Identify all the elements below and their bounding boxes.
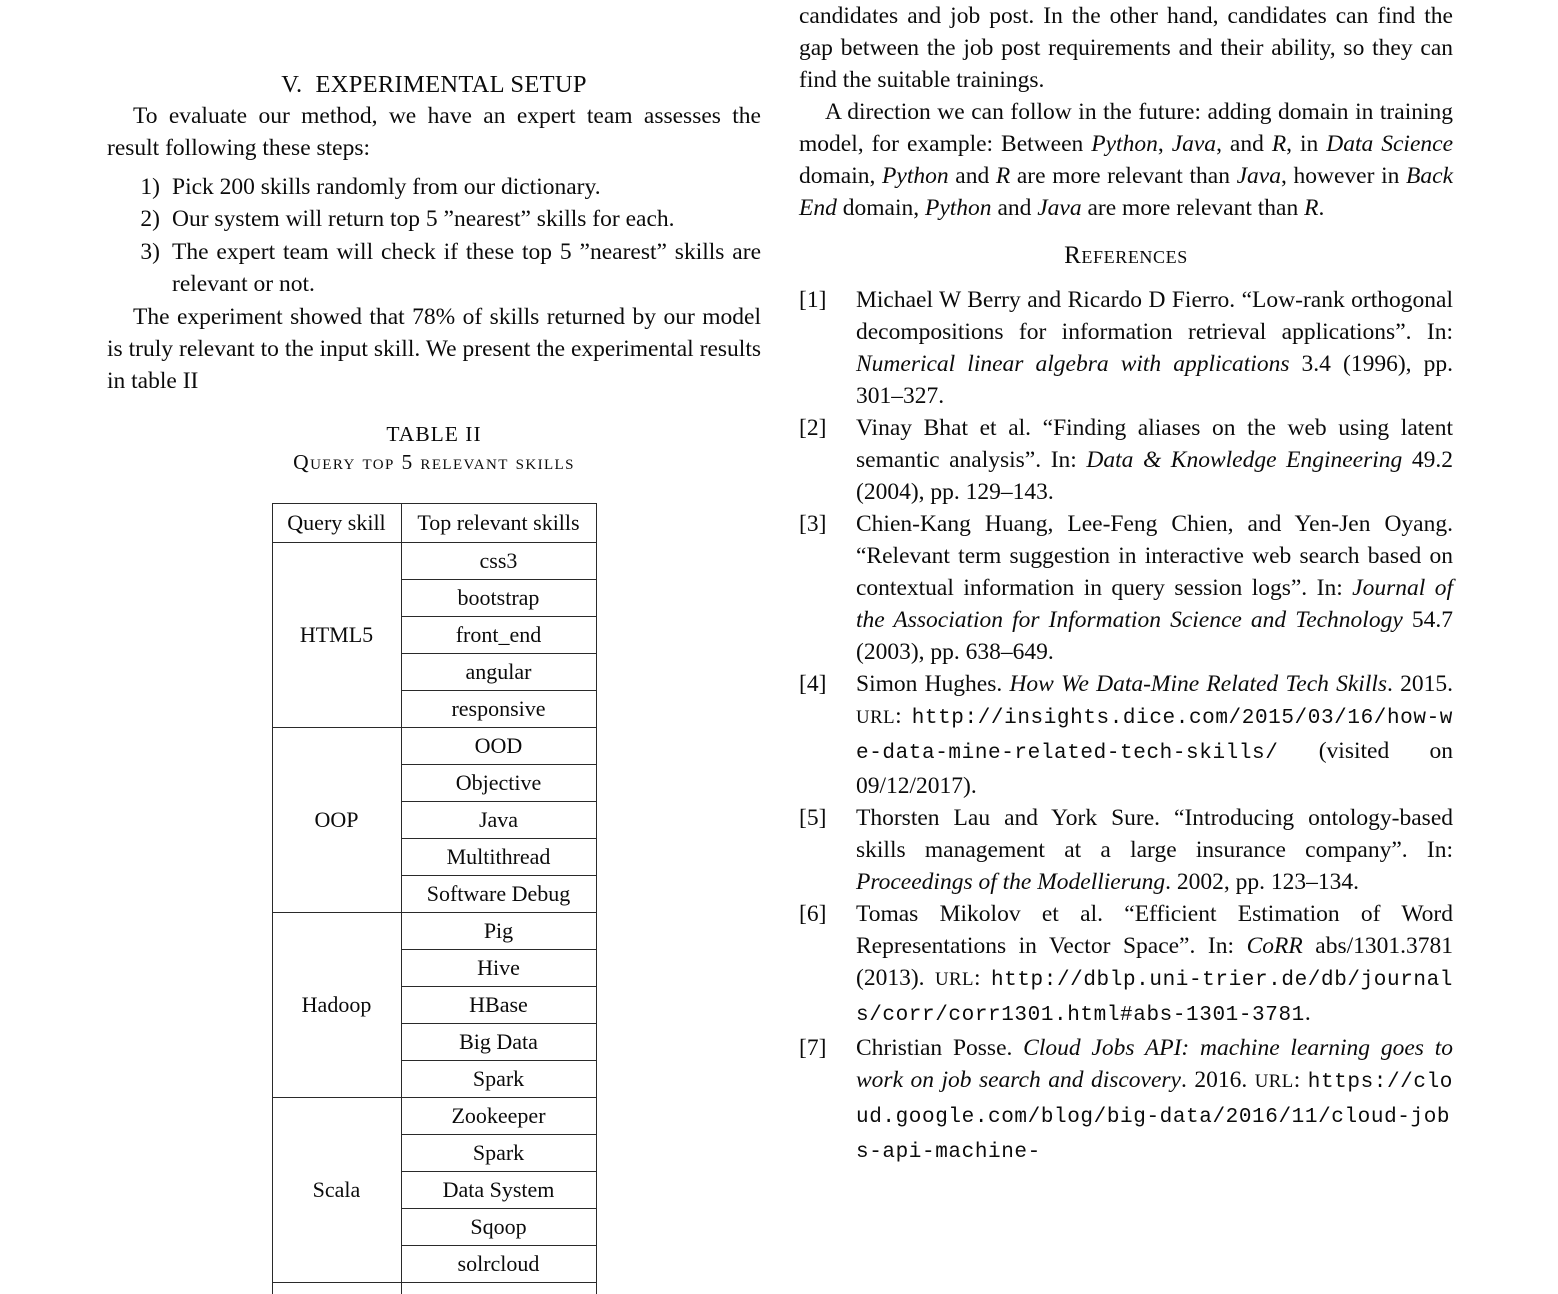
step-text: Our system will return top 5 ”nearest” skills for each. [172, 206, 675, 233]
section-number: V. [281, 71, 303, 98]
step-text: The expert team will check if these top 5 ”nearest” skills are relevant or not. [172, 238, 761, 298]
reference-item-3 [799, 508, 1453, 668]
skill-cell: css3 [401, 542, 596, 579]
paragraph-continued: candidates and job post. In the other hand, candidates can find the gap between the job post requirements and their ability, so they can find the suitable trainings. [799, 3, 1453, 93]
skill-cell: responsive [401, 690, 596, 727]
step-number: 1) [140, 174, 160, 200]
reference-text: Michael W Berry and Ricardo D Fierro. “Low-rank orthogonal decompositions for information retrieval applications”. In: Numerical linear algebra with applications 3.4 (1996), pp. 301–327. [856, 287, 1453, 409]
skill-cell: solrcloud [401, 1245, 596, 1282]
reference-item-1 [799, 284, 1453, 412]
reference-number: [6] [799, 901, 827, 927]
reference-item-5 [799, 802, 1453, 898]
step-item-1 [107, 171, 761, 203]
reference-item-4 [799, 668, 1453, 802]
skill-cell: bootstrap [401, 579, 596, 616]
skill-cell: Java [401, 801, 596, 838]
table-header-row [272, 503, 596, 542]
right-column [799, 0, 1453, 1169]
reference-text: Vinay Bhat et al. “Finding aliases on the web using latent semantic analysis”. In: Data & Knowledge Engineering 49.2 (2004), pp. 129–143. [856, 415, 1453, 505]
table-row [272, 542, 596, 579]
table-row [272, 1097, 596, 1134]
step-item-3 [107, 236, 761, 301]
table-row [272, 727, 596, 764]
reference-number: [2] [799, 415, 827, 441]
reference-item-6 [799, 898, 1453, 1032]
skill-cell: Multithread [401, 838, 596, 875]
reference-text: Chien-Kang Huang, Lee-Feng Chien, and Yen-Jen Oyang. “Relevant term suggestion in interactive web search based on contextual information in query session logs”. In: Journal of the Association for Information Science and Technology 54.7 (2003), pp. 638–649. [856, 511, 1453, 665]
skill-cell: front_end [401, 616, 596, 653]
skill-cell: angular [401, 653, 596, 690]
step-item-2 [107, 203, 761, 235]
step-text: Pick 200 skills randomly from our dictionary. [172, 174, 601, 200]
reference-number: [7] [799, 1035, 827, 1061]
skill-cell: Spark [401, 1134, 596, 1171]
reference-item-2 [799, 412, 1453, 508]
skill-cell-partial [401, 1282, 596, 1294]
reference-text: Christian Posse. Cloud Jobs API: machine learning goes to work on job search and discovery. 2016. URL: https://cloud.google.com/blog/big-data/2016/11/cloud-jobs-api-machine- [856, 1035, 1453, 1164]
reference-number: [4] [799, 671, 827, 697]
table-caption-label: TABLE II [386, 421, 482, 446]
reference-text: Thorsten Lau and York Sure. “Introducing ontology-based skills management at a large insurance company”. In: Proceedings of the Modellierung. 2002, pp. 123–134. [856, 805, 1453, 895]
references-heading: References [1064, 242, 1188, 269]
reference-number: [5] [799, 805, 827, 831]
skill-cell: HBase [401, 986, 596, 1023]
skill-cell: Hive [401, 949, 596, 986]
steps-list [107, 171, 761, 301]
table-caption-title: Query top 5 relevant skills [293, 449, 575, 474]
section-heading [107, 70, 761, 100]
reference-item-7 [799, 1032, 1453, 1169]
references-list [799, 284, 1453, 1169]
col-header-query-skill: Query skill [272, 503, 401, 542]
skill-cell: Software Debug [401, 875, 596, 912]
skill-cell: Zookeeper [401, 1097, 596, 1134]
query-skill-cell-partial [272, 1282, 401, 1294]
skill-cell: Pig [401, 912, 596, 949]
reference-number: [1] [799, 287, 827, 313]
reference-text: Simon Hughes. How We Data-Mine Related Tech Skills. 2015. URL: http://insights.dice.com/2015/03/16/how-we-data-mine-related-tech-skills/ (visited on 09/12/2017). [856, 671, 1453, 799]
skill-cell: Big Data [401, 1023, 596, 1060]
table-row [272, 912, 596, 949]
step-number: 3) [140, 238, 160, 265]
section-title: EXPERIMENTAL SETUP [315, 71, 587, 98]
skill-cell: Spark [401, 1060, 596, 1097]
col-header-top-relevant-skills: Top relevant skills [401, 503, 596, 542]
skill-cell: Objective [401, 764, 596, 801]
skills-table [272, 503, 597, 1294]
reference-number: [3] [799, 511, 827, 537]
paragraph-future-direction: A direction we can follow in the future: adding domain in training model, for example: Between Python, Java, and R, in Data Science domain, Python and R are more relevant than Java, however in Back End domain, Python and Java are more relevant than R. [799, 99, 1454, 221]
skill-cell: OOD [401, 727, 596, 764]
paragraph-experiment-result: The experiment showed that 78% of skills returned by our model is truly relevant to the input skill. We present the experimental results in table II [107, 303, 761, 394]
step-number: 2) [140, 206, 160, 233]
skill-cell: Data System [401, 1171, 596, 1208]
query-skill-cell-scala: Scala [272, 1097, 401, 1282]
query-skill-cell-oop: OOP [272, 727, 401, 912]
left-column [107, 0, 761, 1294]
paragraph-method-intro: To evaluate our method, we have an expert team assesses the result following these steps: [107, 103, 761, 161]
query-skill-cell-hadoop: Hadoop [272, 912, 401, 1097]
table-row-partial [272, 1282, 596, 1294]
reference-text: Tomas Mikolov et al. “Efficient Estimation of Word Representations in Vector Space”. In: CoRR abs/1301.3781 (2013). URL: http://dblp.uni-trier.de/db/journals/corr/corr1301.html#abs-1301-3781. [856, 901, 1454, 1027]
query-skill-cell-html5: HTML5 [272, 542, 401, 727]
skill-cell: Sqoop [401, 1208, 596, 1245]
